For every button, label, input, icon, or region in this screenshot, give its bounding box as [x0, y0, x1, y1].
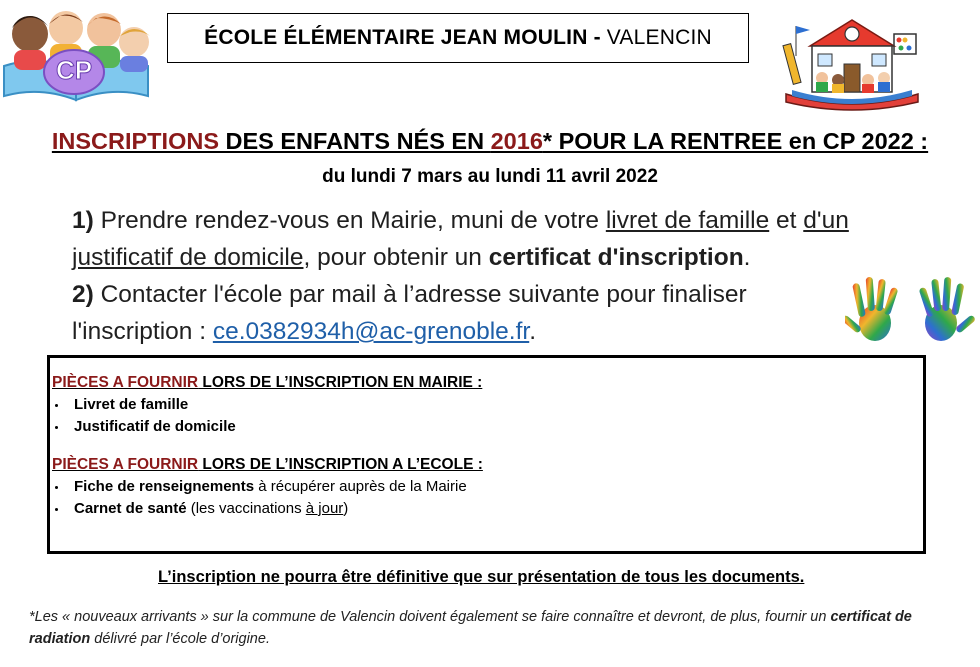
school-name-box — [167, 13, 749, 63]
title-enfants-nes: DES ENFANTS NÉS EN — [219, 128, 491, 154]
cp-logo-text: CP — [55, 55, 93, 85]
school-name-separator: - — [593, 26, 601, 49]
certificat-inscription: certificat d'inscription — [488, 244, 744, 271]
title-inscriptions: INSCRIPTIONS — [51, 128, 219, 154]
carnet-detail: (les vaccinations — [186, 500, 306, 517]
new-arrivals-footnote — [29, 606, 969, 650]
a-jour: à jour — [305, 500, 344, 517]
title-rentree: * POUR LA RENTREE en CP 2022 : — [542, 128, 929, 154]
step-2-text: Contacter l'école par mail à l’adresse suivante pour finaliser l'inscription : — [72, 281, 747, 345]
mairie-heading-red: PIÈCES A FOURNIR — [52, 374, 199, 391]
painted-hands-illustration — [845, 277, 975, 347]
list-item: Justificatif de domicile — [52, 416, 923, 438]
cp-children-logo — [0, 4, 158, 104]
registration-dates: du lundi 7 mars au lundi 11 avril 2022 — [322, 166, 658, 187]
registration-steps — [72, 202, 952, 350]
footnote-text-end: délivré par l’école d’origine. — [90, 631, 270, 647]
mairie-documents-list — [52, 394, 923, 438]
list-item — [52, 498, 923, 520]
step-1-number: 1) — [72, 207, 94, 234]
step-1-period: . — [743, 244, 751, 271]
title-birth-year: 2016 — [490, 128, 543, 154]
carnet-de-sante: Carnet de santé — [74, 500, 187, 517]
school-building-illustration — [782, 6, 922, 111]
school-town: VALENCIN — [606, 26, 712, 49]
carnet-detail-end: ) — [343, 500, 349, 517]
mairie-documents-heading — [52, 372, 923, 394]
school-email-link[interactable]: ce.0382934h@ac-grenoble.fr — [212, 318, 530, 345]
step-2-period: . — [529, 318, 537, 345]
step-1-text-obtain: , pour obtenir un — [303, 244, 489, 271]
ecole-documents-heading — [52, 454, 923, 476]
required-documents-box — [47, 355, 926, 554]
ecole-heading-red: PIÈCES A FOURNIR — [52, 456, 199, 473]
step-1 — [72, 202, 952, 276]
list-item: Livret de famille — [52, 394, 923, 416]
registration-title — [0, 128, 980, 155]
step-1-text: Prendre rendez-vous en Mairie, muni de votre — [93, 207, 606, 234]
school-name: ÉCOLE ÉLÉMENTAIRE JEAN MOULIN — [204, 26, 588, 49]
list-item — [52, 476, 923, 498]
ecole-documents-list — [52, 476, 923, 520]
fiche-renseignements-detail: à récupérer auprès de la Mairie — [254, 478, 467, 495]
definitive-registration-note: L’inscription ne pourra être définitive que sur présentation de tous les documents. — [158, 568, 805, 586]
step-1-text-and: et — [769, 207, 804, 234]
certificat-radiation: certificat de radiation — [29, 609, 912, 647]
livret-de-famille: livret de famille — [605, 207, 770, 234]
step-2-number: 2) — [72, 281, 94, 308]
ecole-heading-rest: LORS DE L’INSCRIPTION A L’ECOLE : — [198, 456, 483, 473]
step-2 — [72, 276, 832, 350]
fiche-renseignements: Fiche de renseignements — [74, 478, 255, 495]
justificatif-domicile: d'un justificatif de domicile — [72, 207, 849, 271]
footnote-text: *Les « nouveaux arrivants » sur la commune de Valencin doivent également se faire connaître et devront, de plus, fournir un — [29, 609, 831, 625]
mairie-heading-rest: LORS DE L’INSCRIPTION EN MAIRIE : — [198, 374, 483, 391]
